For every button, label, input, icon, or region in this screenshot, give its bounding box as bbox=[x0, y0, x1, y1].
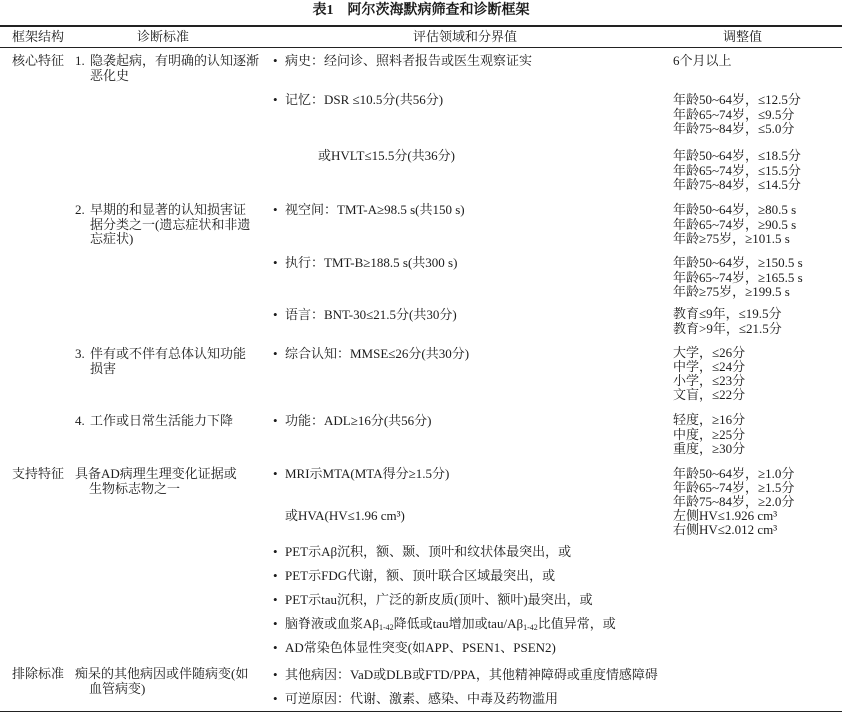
bullet-icon: • bbox=[273, 640, 278, 655]
header-criteria: 诊断标准 bbox=[137, 29, 190, 44]
adjustment-value: 右侧HV≤2.012 cm³ bbox=[673, 522, 778, 537]
criterion-line: 忘症状) bbox=[90, 231, 134, 246]
adjustment-cell bbox=[673, 149, 801, 193]
adjustment-value: 年龄50~64岁，≥1.0分 bbox=[673, 466, 795, 481]
adjustment-cell bbox=[673, 467, 794, 509]
header-rule bbox=[0, 47, 842, 48]
adjustment-value: 大学，≤26分 bbox=[673, 345, 746, 360]
adjustment-value: 教育>9年，≤21.5分 bbox=[673, 320, 782, 336]
adjustment-value: 教育≤9年，≤19.5分 bbox=[673, 306, 782, 321]
criterion-text bbox=[75, 667, 248, 696]
adjustment-value: 年龄65~74岁，≤15.5分 bbox=[673, 162, 801, 178]
assessment-item bbox=[285, 509, 405, 524]
adjustment-value: 年龄≥75岁，≥199.5 s bbox=[673, 284, 790, 299]
bottom-rule bbox=[0, 711, 842, 712]
adjustment-value: 年龄75~84岁，≤5.0分 bbox=[673, 121, 795, 136]
assessment-text: 语言：BNT-30≤21.5分(共30分) bbox=[285, 307, 457, 322]
bullet-icon: • bbox=[273, 466, 278, 481]
criterion-line: 具备AD病理生理变化证据或 bbox=[75, 466, 237, 481]
adjustment-cell bbox=[673, 203, 796, 247]
criterion-number: 3. bbox=[75, 346, 85, 361]
assessment-text-part: 脑脊液或血浆Aβ bbox=[285, 616, 380, 631]
assessment-item bbox=[273, 668, 658, 683]
assessment-item bbox=[273, 545, 571, 560]
assessment-text: 或HVA(HV≤1.96 cm³) bbox=[285, 508, 405, 523]
assessment-item bbox=[273, 308, 457, 323]
assessment-text: 功能：ADL≥16分(共56分) bbox=[285, 413, 432, 428]
assessment-item bbox=[273, 414, 432, 429]
criterion-text bbox=[90, 347, 246, 376]
assessment-text: 视空间：TMT-A≥98.5 s(共150 s) bbox=[285, 202, 465, 217]
assessment-text: PET示FDG代谢，额、顶叶联合区域最突出，或 bbox=[285, 568, 556, 583]
assessment-item bbox=[273, 569, 555, 584]
adjustment-cell bbox=[673, 256, 803, 300]
adjustment-value: 年龄65~74岁，≥1.5分 bbox=[673, 480, 795, 495]
bullet-icon: • bbox=[273, 568, 278, 583]
section-exclusion-label: 排除标准 bbox=[12, 666, 65, 681]
assessment-item bbox=[273, 593, 593, 608]
header-framework: 框架结构 bbox=[12, 29, 65, 44]
adjustment-value: 年龄65~74岁，≤9.5分 bbox=[673, 106, 795, 122]
bullet-icon: • bbox=[273, 667, 278, 682]
adjustment-value: 轻度，≥16分 bbox=[673, 412, 746, 427]
table-caption bbox=[0, 2, 842, 19]
assessment-text: 其他病因：VaD或DLB或FTD/PPA，其他精神障碍或重度情感障碍 bbox=[285, 667, 658, 682]
criterion-line: 痴呆的其他病因或伴随病变(如 bbox=[75, 666, 249, 681]
assessment-text: 记忆：DSR ≤10.5分(共56分) bbox=[285, 92, 444, 107]
assessment-item bbox=[273, 256, 457, 271]
section-support-label: 支持特征 bbox=[12, 466, 65, 481]
adjustment-value: 年龄≥75岁，≥101.5 s bbox=[673, 231, 790, 246]
assessment-item bbox=[273, 467, 449, 482]
adjustment-value: 年龄50~64岁，≤12.5分 bbox=[673, 92, 801, 107]
subscript: 1-42 bbox=[379, 623, 394, 632]
adjustment-cell bbox=[673, 307, 782, 336]
bullet-icon: • bbox=[273, 413, 278, 428]
adjustment-cell bbox=[673, 93, 801, 137]
adjustment-value: 年龄65~74岁，≥165.5 s bbox=[673, 269, 803, 285]
criterion-number: 2. bbox=[75, 202, 85, 217]
bullet-icon: • bbox=[273, 53, 278, 68]
adjustment-cell bbox=[673, 509, 777, 537]
criterion-text bbox=[90, 54, 259, 83]
table-label: 表1 bbox=[312, 3, 334, 18]
criterion-line: 据分类之一(遗忘症状和非遗 bbox=[90, 216, 251, 232]
criterion-line: 伴有或不伴有总体认知功能 bbox=[90, 346, 247, 361]
adjustment-cell bbox=[673, 54, 732, 69]
adjustment-cell bbox=[673, 413, 745, 457]
assessment-text: 综合认知：MMSE≤26分(共30分) bbox=[285, 346, 470, 361]
assessment-text: MRI示MTA(MTA得分≥1.5分) bbox=[285, 466, 450, 481]
assessment-text: 病史：经问诊、照料者报告或医生观察证实 bbox=[285, 53, 533, 68]
criterion-line: 恶化史 bbox=[90, 67, 130, 83]
section-core-label: 核心特征 bbox=[12, 53, 65, 68]
subscript: 1-42 bbox=[523, 623, 538, 632]
criterion-number: 1. bbox=[75, 53, 85, 68]
criterion-line: 工作或日常生活能力下降 bbox=[90, 413, 234, 428]
assessment-text: 执行：TMT-B≥188.5 s(共300 s) bbox=[285, 255, 458, 270]
adjustment-value: 年龄50~64岁，≤18.5分 bbox=[673, 148, 801, 163]
bullet-icon: • bbox=[273, 255, 278, 270]
criterion-text bbox=[75, 467, 237, 496]
criterion-line: 损害 bbox=[90, 360, 117, 376]
header-adjustment: 调整值 bbox=[723, 29, 763, 44]
adjustment-value: 文盲，≤22分 bbox=[673, 387, 746, 402]
assessment-item bbox=[318, 149, 455, 164]
bullet-icon: • bbox=[273, 92, 278, 107]
criterion-number: 4. bbox=[75, 413, 85, 428]
top-rule bbox=[0, 25, 842, 27]
assessment-text: PET示Aβ沉积，额、颞、顶叶和纹状体最突出，或 bbox=[285, 544, 572, 559]
adjustment-value: 年龄75~84岁，≤14.5分 bbox=[673, 177, 801, 192]
assessment-text: 可逆原因：代谢、激素、感染、中毒及药物滥用 bbox=[285, 691, 559, 706]
table-title: 阿尔茨海默病筛查和诊断框架 bbox=[347, 3, 530, 18]
bullet-icon: • bbox=[273, 544, 278, 559]
bullet-icon: • bbox=[273, 691, 278, 706]
adjustment-value: 年龄65~74岁，≥90.5 s bbox=[673, 216, 797, 232]
assessment-text bbox=[285, 616, 616, 631]
adjustment-value: 左侧HV≤1.926 cm³ bbox=[673, 508, 778, 523]
adjustment-cell bbox=[673, 346, 745, 402]
bullet-icon: • bbox=[273, 307, 278, 322]
assessment-item bbox=[273, 203, 465, 218]
assessment-item bbox=[273, 54, 532, 69]
criterion-line: 早期的和显著的认知损害证 bbox=[90, 202, 247, 217]
bullet-icon: • bbox=[273, 202, 278, 217]
assessment-text: PET示tau沉积，广泛的新皮质(顶叶、额叶)最突出，或 bbox=[285, 592, 593, 607]
adjustment-value: 年龄75~84岁，≥2.0分 bbox=[673, 494, 795, 509]
criterion-text bbox=[90, 203, 250, 247]
assessment-item bbox=[273, 347, 469, 362]
assessment-text-part: 比值异常，或 bbox=[537, 616, 616, 631]
adjustment-value: 6个月以上 bbox=[673, 53, 732, 68]
criterion-line: 生物标志物之一 bbox=[89, 480, 181, 496]
criterion-line: 隐袭起病，有明确的认知逐渐 bbox=[90, 53, 260, 68]
assessment-item bbox=[273, 692, 558, 707]
adjustment-value: 小学，≤23分 bbox=[673, 373, 746, 388]
criterion-text bbox=[90, 414, 233, 429]
header-assessment: 评估领域和分界值 bbox=[413, 29, 518, 44]
bullet-icon: • bbox=[273, 346, 278, 361]
adjustment-value: 中度，≥25分 bbox=[673, 426, 746, 442]
bullet-icon: • bbox=[273, 616, 278, 631]
adjustment-value: 重度，≥30分 bbox=[673, 441, 746, 456]
bullet-icon: • bbox=[273, 592, 278, 607]
assessment-item bbox=[273, 641, 556, 656]
assessment-text: AD常染色体显性突变(如APP、PSEN1、PSEN2) bbox=[285, 640, 556, 655]
assessment-text: 或HVLT≤15.5分(共36分) bbox=[318, 148, 456, 163]
assessment-text-part: 降低或tau增加或tau/Aβ bbox=[393, 616, 524, 631]
criterion-line: 血管病变) bbox=[89, 680, 146, 696]
assessment-item bbox=[273, 93, 443, 108]
assessment-item bbox=[273, 617, 616, 632]
adjustment-value: 中学，≤24分 bbox=[673, 359, 746, 374]
adjustment-value: 年龄50~64岁，≥80.5 s bbox=[673, 202, 797, 217]
adjustment-value: 年龄50~64岁，≥150.5 s bbox=[673, 255, 803, 270]
